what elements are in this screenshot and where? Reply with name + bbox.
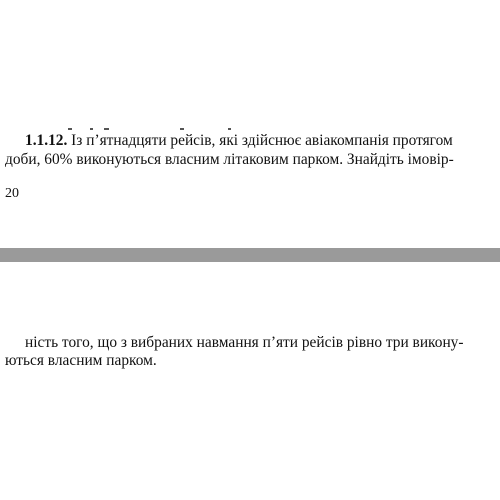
problem-number: 1.1.12.	[25, 132, 68, 149]
page-number: 20	[5, 186, 19, 201]
bottom-page-region	[0, 262, 500, 500]
problem-text-line-4: ються власним парком.	[5, 352, 157, 369]
problem-text-line-2: доби, 60% виконуються власним літаковим парком. Знайдіть імовір-	[5, 151, 454, 168]
problem-text-line-3: ність того, що з вибраних навмання п’яти рейсів рівно три викону-	[25, 334, 464, 351]
problem-line-1-body: Із п’ятнадцяти рейсів, які здійснює авіакомпанія протягом	[67, 132, 453, 149]
top-page-region	[0, 0, 500, 248]
problem-text-line-1	[25, 132, 453, 150]
page-separator	[0, 248, 500, 262]
